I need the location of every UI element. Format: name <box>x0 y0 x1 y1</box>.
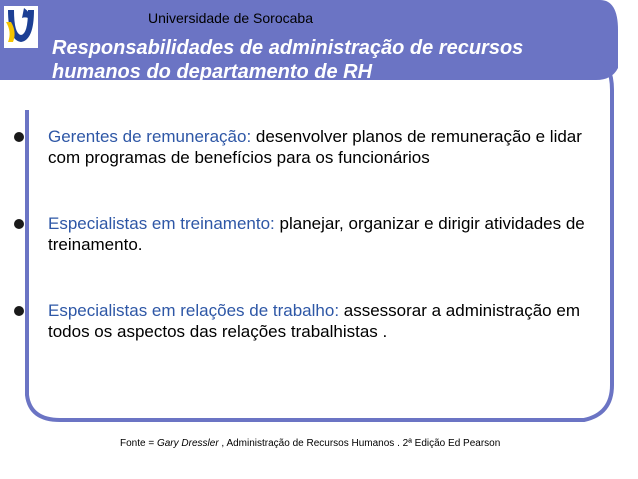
footer-prefix: Fonte = <box>120 438 157 449</box>
bullet-text <box>48 126 618 168</box>
bullet-text <box>48 213 618 255</box>
bullet-dot-icon <box>14 132 24 142</box>
slide-title-line-1: Responsabilidades de administração de recursos <box>52 37 524 59</box>
bullet-term: Especialistas em treinamento: <box>48 214 275 233</box>
bullet-term: Especialistas em relações de trabalho: <box>48 301 340 320</box>
university-name: Universidade de Sorocaba <box>148 10 313 26</box>
bullet-term: Gerentes de remuneração: <box>48 127 252 146</box>
footer-rest: , Administração de Recursos Humanos . 2ª Edição Ed Pearson <box>218 438 501 449</box>
bullet-dot-icon <box>14 219 24 229</box>
slide-title <box>52 36 612 84</box>
slide-title-line-2: humanos do departamento de RH <box>52 61 373 83</box>
footer-author: Gary Dressler <box>156 438 219 449</box>
university-logo-icon <box>4 6 38 48</box>
bullet-description: assessorar a administração em todos os aspectos das relações trabalhistas . <box>48 301 580 341</box>
source-footer <box>120 438 500 449</box>
bullet-description: planejar, organizar e dirigir atividades de treinamento. <box>48 214 585 254</box>
bullet-text <box>48 300 618 342</box>
bullet-description: desenvolver planos de remuneração e lidar com programas de benefícios para os funcionários <box>48 127 582 167</box>
bullet-dot-icon <box>14 306 24 316</box>
